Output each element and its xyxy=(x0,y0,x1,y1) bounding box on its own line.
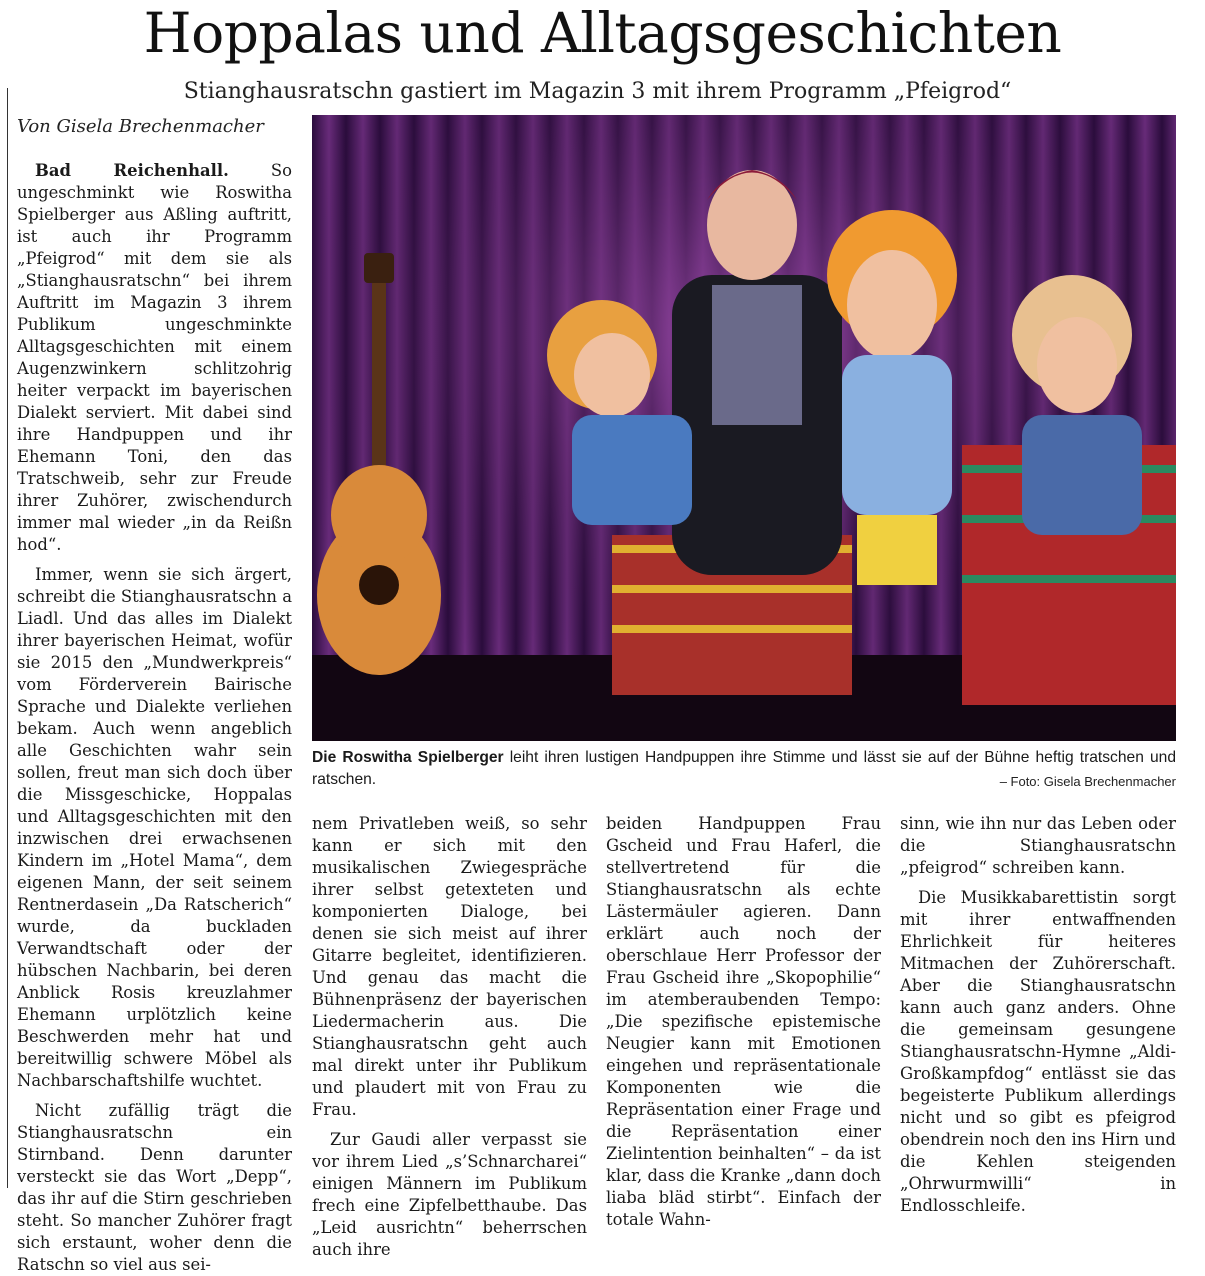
photo-credit: – Foto: Gisela Brechenmacher xyxy=(999,774,1176,789)
paragraph: Zur Gaudi aller verpasst sie vor ihrem Lied „s’Schnarcharei“ einigen Männern im Publikum frech eine Zipfelbetthaube. Das „Leid ausrichtn“ beherrschen auch ihre xyxy=(312,1130,587,1259)
paragraph: Die Musikkabarettistin sorgt mit ihrer entwaffnenden Ehrlichkeit für heiteres Mitmachen der Zuhörerschaft. Aber die Stianghausratschn kann auch ganz anders. Ohne die gemeinsam gesungene Stianghausratschn-Hymne „Aldi- Großkampfdog“ entlässt sie das begeisterte Publikum allerdings nicht und so gibt es pfeigrod obendrein noch den ins Hirn und die Kehlen steigenden „Ohrwurmwilli“ in Endlosschleife. xyxy=(900,888,1176,1215)
article-column-2 xyxy=(312,813,587,1261)
column-rule xyxy=(7,88,8,1188)
caption-text: leiht ihren lustigen Handpuppen ihre Stimme und lässt sie auf der Bühne heftig tratschen und ratschen. xyxy=(312,749,1176,788)
paragraph: sinn, wie ihn nur das Leben oder die Stianghausratschn „pfeigrod“ schreiben kann. xyxy=(900,814,1176,877)
paragraph: Nicht zufällig trägt die Stianghausratschn ein Stirnband. Denn darunter versteckt sie das Wort „Depp“, das ihr auf die Stirn geschrieben steht. So mancher Zuhörer fragt sich erstaunt, woher denn die Ratschn so viel aus sei- xyxy=(17,1101,292,1274)
byline: Von Gisela Brechenmacher xyxy=(17,116,264,137)
paragraph: Immer, wenn sie sich ärgert, schreibt die Stianghausratschn a Liadl. Und das alles im Dialekt ihrer bayerischen Heimat, wofür sie 2015 den „Mundwerkpreis“ vom Förderverein Bairische Sprache und Dialekte verliehen bekam. Auch wenn angeblich alle Geschichten wahr sein sollen, freut man sich doch über die Missgeschicke, Hoppalas und Alltagsgeschichten mit den inzwischen drei erwachsenen Kindern im „Hotel Mama“, dem eigenen Mann, der seit seinem Rentnerdasein „Da Ratscherich“ wurde, da buckladen Verwandtschaft oder der hübschen Nachbarin, bei deren Anblick Rosis kreuzlahmer Ehemann urplötzlich keine Beschwerden mehr hat und bereitwillig schwere Möbel als Nachbarschaftshilfe wuchtet. xyxy=(17,565,292,1090)
article-column-1 xyxy=(17,160,292,1276)
paragraph-text: So ungeschminkt wie Roswitha Spielberger aus Aßling auftritt, ist auch ihr Programm „Pfeigrod“ mit dem sie als „Stianghausratschn“ bei ihrem Auftritt im Magazin 3 ihrem Publikum ungeschminkte Alltagsgeschichten mit einem Augenzwinkern schlitzohrig heiter verpackt im bayerischen Dialekt serviert. Mit dabei sind ihre Handpuppen und ihr Ehemann Toni, den das Tratschweib, sehr zur Freude ihrer Zuhörer, zwischendurch immer mal wieder „in da Reißn hod“. xyxy=(17,161,293,554)
stage-photo xyxy=(312,115,1176,741)
headline: Hoppalas und Alltagsgeschichten xyxy=(143,1,1062,65)
paragraph: nem Privatleben weiß, so sehr kann er sich mit den musikalischen Zwiegespräche ihrer selbst getexteten und komponierten Dialoge, bei denen sie sich meist auf ihrer Gitarre begleitet, identifizieren. Und genau das macht die Bühnenpräsenz der bayerischen Liedermacherin aus. Die Stianghausratschn geht auch mal direkt unter ihr Publikum und plaudert mit von Frau zu Frau. xyxy=(312,814,587,1119)
article-column-4 xyxy=(900,813,1176,1217)
caption-lead: Die Roswitha Spielberger xyxy=(312,749,504,766)
stage-photo-illustration xyxy=(312,115,1176,741)
article-column-3 xyxy=(606,813,881,1231)
dateline: Bad Reichenhall. xyxy=(35,161,229,180)
subheadline: Stianghausratschn gastiert im Magazin 3 mit ihrem Programm „Pfeigrod“ xyxy=(183,79,1012,104)
paragraph xyxy=(17,160,292,556)
paragraph: beiden Handpuppen Frau Gscheid und Frau Haferl, die stellvertretend für die Stianghausratschn als echte Lästermäuler agieren. Dann erklärt auch noch der oberschlaue Herr Professor der Frau Gscheid ihre „Skopophilie“ im atemberaubenden Tempo: „Die spezifische epistemische Neugier kann mit Emotionen eingehen und repräsentationale Komponenten wie die Repräsentation einer Frage und die Repräsentation einer Zielintention beinhalten“ – da ist klar, dass die Kranke „dann doch liaba bläd stirbt“. Einfach der totale Wahn- xyxy=(606,814,881,1229)
